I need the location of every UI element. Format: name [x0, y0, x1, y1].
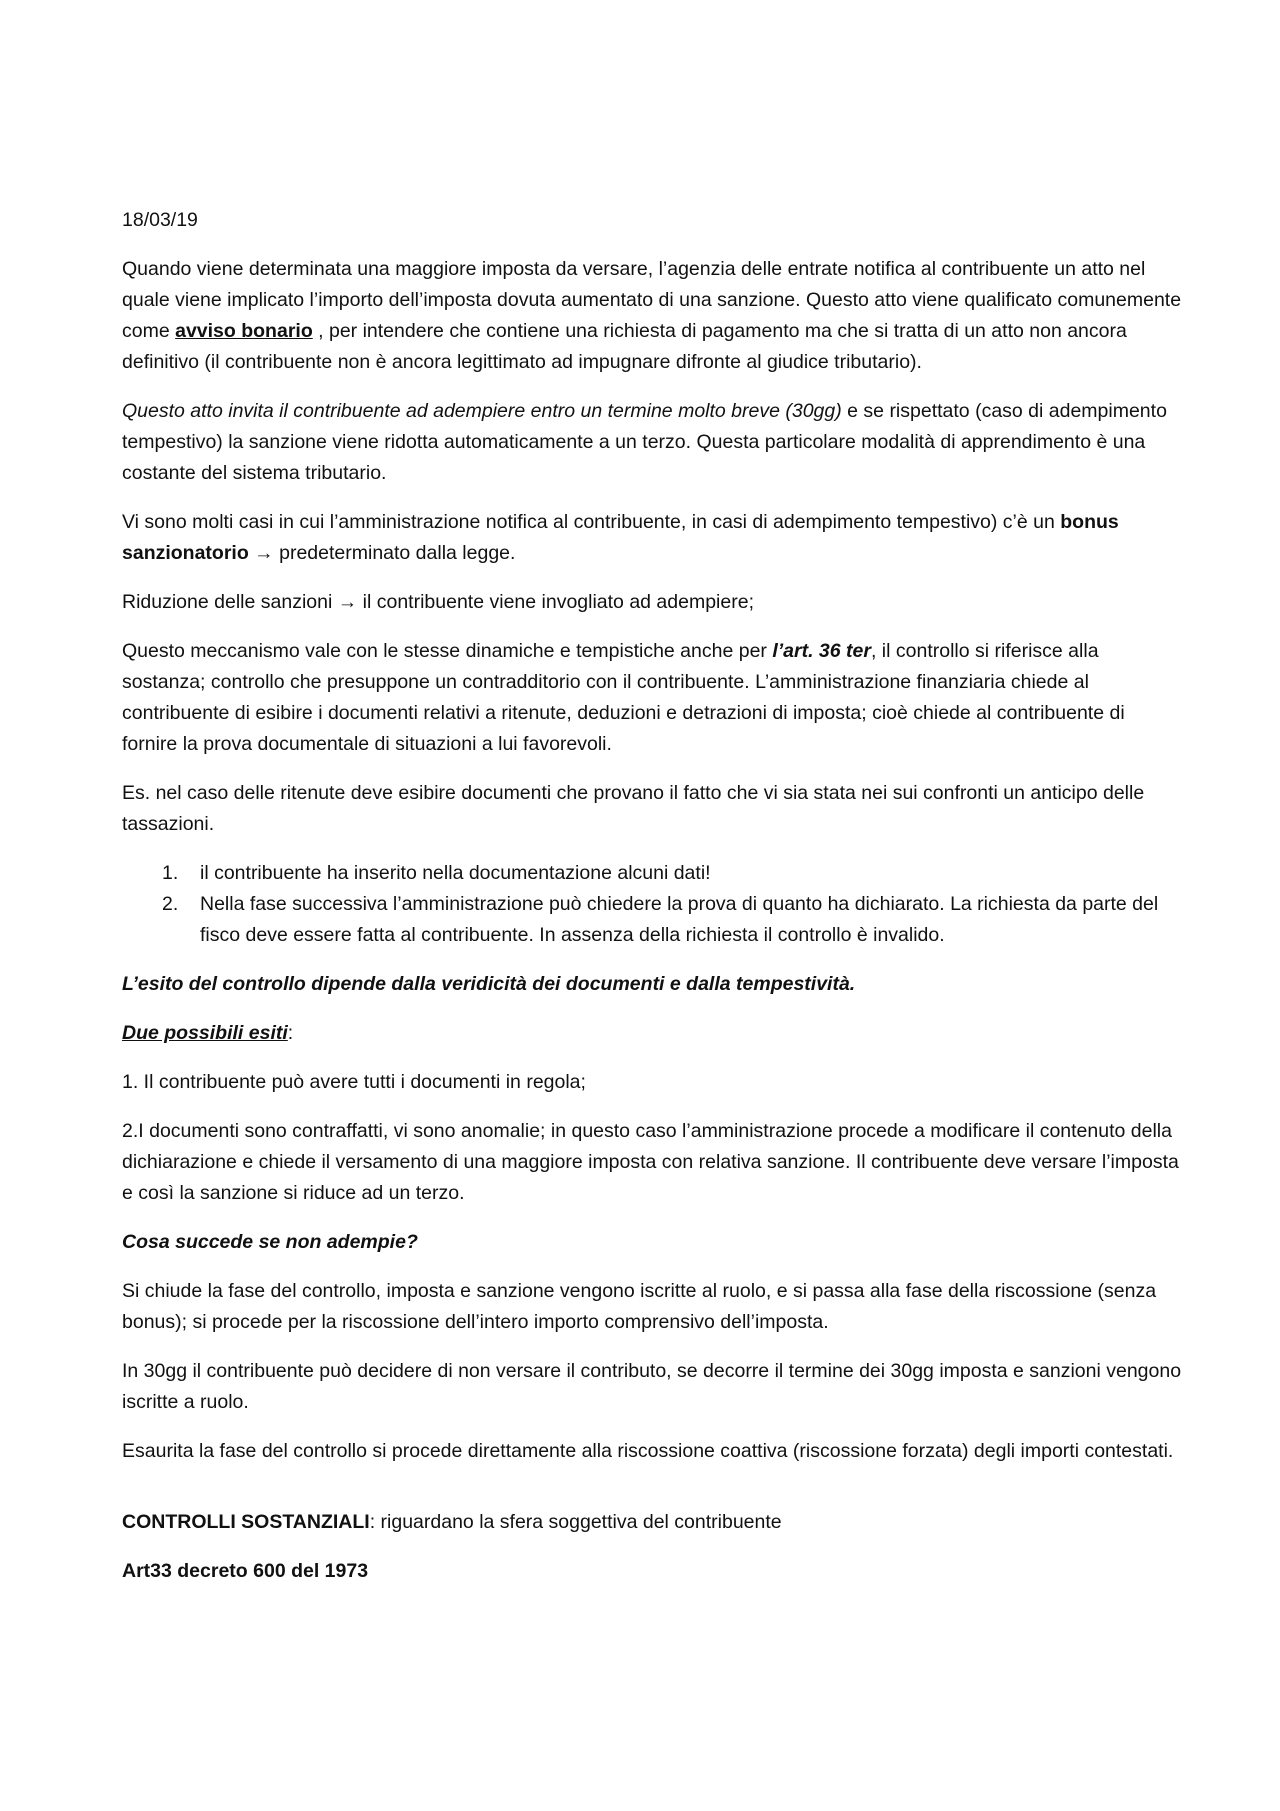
p1-text-post: , per intendere che contiene una richiesta di pagamento ma che si tratta di un atto non ancora definitivo (il contribuente non è ancora legittimato ad impugnare difronte al giudice tributario).: [122, 320, 1127, 373]
list-item-number: 1.: [162, 862, 179, 884]
document-page: [122, 205, 1182, 1605]
paragraph-chiusura-controllo: Si chiude la fase del controllo, imposta e sanzione vengono iscritte al ruolo, e si passa alla fase della riscossione (senza bonus); si procede per la riscossione dell’intero importo comprensivo dell’imposta.: [122, 1280, 1157, 1333]
paragraph-riscossione-coattiva: Esaurita la fase del controllo si procede direttamente alla riscossione coattiva (riscossione forzata) degli importi contestati.: [122, 1440, 1174, 1462]
paragraph-esito-2: 2.I documenti sono contraffatti, vi sono anomalie; in questo caso l’amministrazione procede a modificare il contenuto della dichiarazione e chiede il versamento di una maggiore imposta con relativa sanzione. Il contribuente deve versare l’imposta e così la sanzione si riduce ad un terzo.: [122, 1120, 1179, 1204]
paragraph-bonus-sanzionatorio: [122, 507, 1182, 569]
heading-esito-controllo: L’esito del controllo dipende dalla veridicità dei documenti e dalla tempestività.: [122, 973, 856, 995]
list-item-text: Nella fase successiva l’amministrazione può chiedere la prova di quanto ha dichiarato. La richiesta da parte del fisco deve essere fatta al contribuente. In assenza della richiesta il controllo è invalido.: [200, 893, 1159, 946]
p1-text-pre: Quando viene determinata una maggiore imposta da versare, l’agenzia delle entrate notifica al contribuente un atto nel quale viene implicato l’importo dell’imposta dovuta aumentato di una sanzione. Questo atto viene qualificato comunemente come: [122, 258, 1182, 342]
list-item-text: il contribuente ha inserito nella documentazione alcuni dati!: [200, 862, 711, 884]
paragraph-30gg: In 30gg il contribuente può decidere di non versare il contributo, se decorre il termine dei 30gg imposta e sanzioni vengono iscritte a ruolo.: [122, 1360, 1182, 1413]
paragraph-art33: Art33 decreto 600 del 1973: [122, 1560, 369, 1582]
p4-text-pre: Riduzione delle sanzioni: [122, 591, 333, 613]
list-item: [122, 889, 1182, 951]
term-bonus-sanzionatorio: bonus sanzionatorio: [122, 511, 1119, 564]
paragraph-riduzione-sanzioni: [122, 587, 1182, 618]
arrow-right-icon: →: [332, 591, 363, 613]
p5-text-pre: Questo meccanismo vale con le stesse dinamiche e tempistiche anche per: [122, 640, 773, 662]
list-item: [122, 858, 1182, 889]
arrow-right-icon: →: [248, 542, 280, 564]
paragraph-esito-1: 1. Il contribuente può avere tutti i documenti in regola;: [122, 1071, 586, 1093]
paragraph-art-36-ter: [122, 636, 1182, 760]
paragraph-termine-breve: [122, 396, 1182, 489]
term-controlli-sostanziali: CONTROLLI SOSTANZIALI: [122, 1511, 370, 1533]
term-art-36-ter: l’art. 36 ter: [772, 640, 871, 662]
p4-text-post: il contribuente viene invogliato ad adempiere;: [362, 591, 754, 613]
p15-text-post: : riguardano la sfera soggettiva del contribuente: [369, 1511, 782, 1533]
paragraph-controlli-sostanziali: [122, 1507, 1182, 1538]
paragraph-avviso-bonario: [122, 254, 1182, 378]
date-line: 18/03/19: [122, 209, 198, 231]
heading-due-esiti: [122, 1018, 1182, 1049]
p3-text-pre: Vi sono molti casi in cui l’amministrazione notifica al contribuente, in casi di adempimento tempestivo) c’è un: [122, 511, 1061, 533]
p2-text-post: e se rispettato (caso di adempimento tempestivo) la sanzione viene ridotta automaticamente a un terzo. Questa particolare modalità di apprendimento è una costante del sistema tributario.: [122, 400, 1167, 484]
numbered-list: [122, 858, 1182, 951]
heading-non-adempie: Cosa succede se non adempie?: [122, 1231, 418, 1253]
p2-italic-text: Questo atto invita il contribuente ad adempiere entro un termine molto breve (30gg): [122, 400, 842, 422]
p8-colon: :: [287, 1022, 294, 1044]
paragraph-esempio-ritenute: Es. nel caso delle ritenute deve esibire documenti che provano il fatto che vi sia stata nei sui confronti un anticipo delle tassazioni.: [122, 782, 1145, 835]
term-avviso-bonario: avviso bonario: [175, 320, 313, 342]
list-item-number: 2.: [162, 893, 179, 915]
p5-text-post: , il controllo si riferisce alla sostanza; controllo che presuppone un contradditorio con il contribuente. L’amministrazione finanziaria chiede al contribuente di esibire i documenti relativi a ritenute, deduzioni e detrazioni di imposta; cioè chiede al contribuente di fornire la prova documentale di situazioni a lui favorevoli.: [122, 640, 1125, 755]
p3-text-post: predeterminato dalla legge.: [279, 542, 516, 564]
term-due-possibili-esiti: Due possibili esiti: [122, 1022, 288, 1044]
